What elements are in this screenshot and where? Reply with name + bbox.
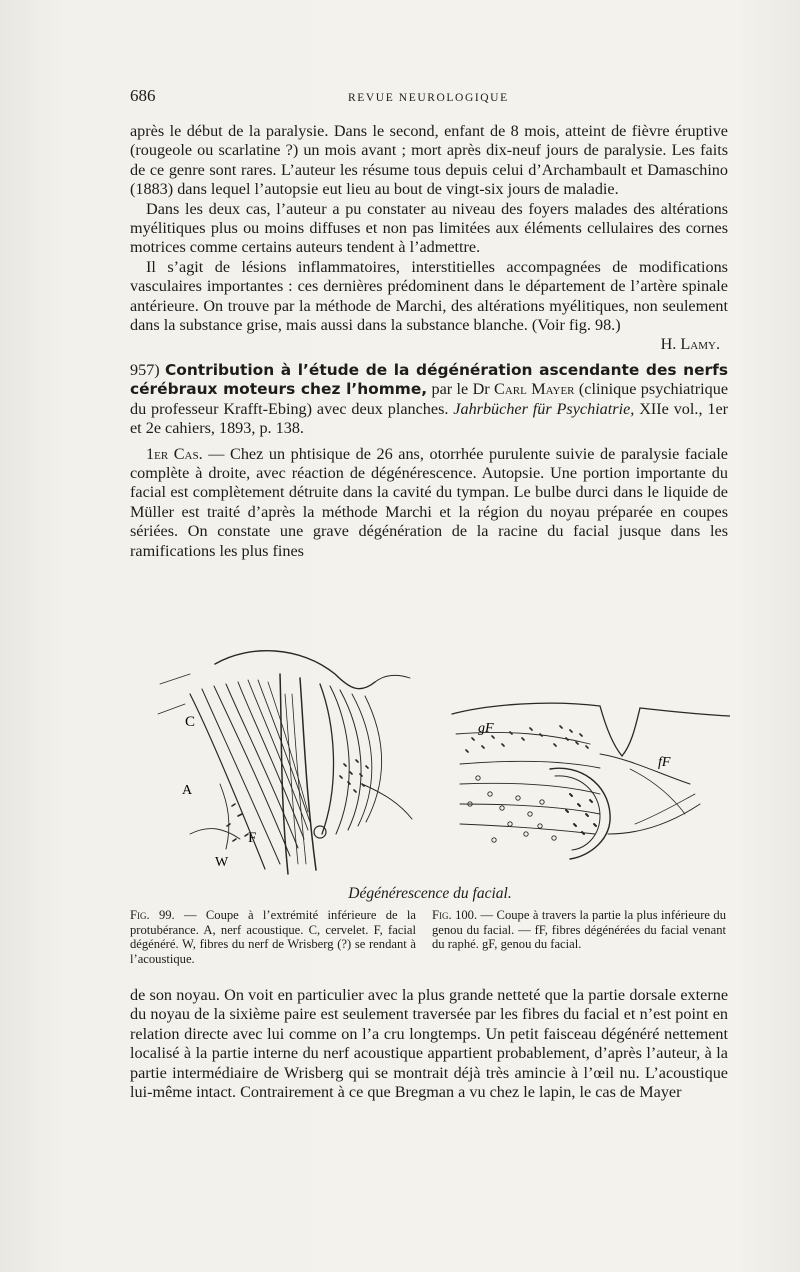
byline-rest: (clinique psychiatrique du professeur Krafft-Ebing) avec deux planches. — [130, 380, 729, 418]
figure-100-label: Fig. 100. — [432, 908, 478, 922]
figure-99-caption — [130, 908, 416, 966]
case-label: 1er Cas. — [146, 444, 203, 463]
figure-100-caption — [432, 908, 726, 952]
paragraph: Il s’agit de lésions inflammatoires, interstitielles accompagnées de modifications vasculaires importantes : ces dernières prédominent dans le département de l’artère spinale antérieure. On trouve par la méthode de Marchi, des altérations myélitiques, non seulement dans la substance grise, mais aussi dans la substance blanche. (Voir fig. 98.) — [130, 257, 728, 335]
page-number: 686 — [130, 86, 156, 105]
fig99-label-a: A — [182, 783, 193, 798]
figure-area — [130, 634, 730, 884]
running-head: REVUE NEUROLOGIQUE — [348, 92, 509, 104]
paragraph: Dans les deux cas, l’auteur a pu constater au niveau des foyers malades des altérations myélitiques plus ou moins diffuses et non pas limitées aux éléments cellulaires des cornes motrices comme certains auteurs tendent à l’admettre. — [130, 199, 728, 257]
text-block-top — [130, 122, 728, 561]
fig99-label-c: C — [185, 714, 196, 730]
paragraph: de son noyau. On voit en particulier avec la plus grande netteté que la partie dorsale externe du noyau de la sixième paire est seulement traversée par les fibres du facial et n’est point en relation directe avec lui comme on l’a cru longtemps. Un petit faisceau dégénéré nettement localisé à la partie interne du nerf acoustique appartient probablement, d’après l’auteur, à la partie intermédiaire de Wrisberg qui se montrait déjà très amincie à l’œil nu. L’acoustique lui-même intact. Contrairement à ce que Bregman a vu chez le lapin, le cas de Mayer — [130, 986, 728, 1102]
journal-name: Jahrbücher für Psychiatrie, — [453, 399, 635, 418]
fig100-label-ff: fF — [658, 755, 671, 770]
case-paragraph — [130, 445, 728, 561]
figure-99-label: Fig. 99. — [130, 908, 175, 922]
fig99-label-w: W — [215, 855, 229, 870]
figure-100-drawing — [452, 703, 730, 859]
article-title: Contribution à l’étude de la dégénération ascendante des nerfs cérébraux moteurs chez l’homme, — [130, 360, 729, 399]
fig99-label-f: F — [248, 830, 257, 846]
article-number: 957) — [130, 360, 160, 379]
author-name: Carl Mayer — [494, 380, 575, 399]
signature: H. Lamy. — [660, 335, 720, 354]
paragraph: après le début de la paralysie. Dans le second, enfant de 8 mois, atteint de fièvre éruptive (rougeole ou scarlatine ?) un mois avant ; mort après dix-neuf jours de paralysie. Les faits de ce genre sont rares. L’auteur les résume tous depuis celui d’Archambault et Damaschino (1883) dans lequel l’autopsie eut lieu au bout de vingt-six jours de maladie. — [130, 122, 728, 199]
figure-100-text: — Coupe à travers la partie la plus inférieure du genou du facial. — fF, fibres dégénérées du facial venant du raphé. gF, genou du facial. — [432, 908, 726, 952]
figure-caption-title: Dégénérescence du facial. — [348, 885, 512, 902]
figure-99-text: — Coupe à l’extrémité inférieure de la protubérance. A, nerf acoustique. C, cervelet. F, facial dégénéré. W, fibres du nerf de Wrisberg (?) se rendant à l’acoustique. — [130, 908, 416, 966]
figure-illustrations — [130, 634, 730, 884]
page-header — [130, 86, 730, 108]
article-heading — [130, 361, 728, 439]
fig100-label-gf: gF — [478, 721, 494, 736]
byline-prefix: par le Dr — [431, 380, 490, 399]
citation: XIIe vol., 1er et 2e cahiers, 1893, p. 138. — [130, 399, 729, 438]
figure-99-drawing — [158, 651, 412, 874]
text-block-bottom — [130, 986, 728, 1102]
case-text: — Chez un phtisique de 26 ans, otorrhée purulente suivie de paralysie faciale complète à droite, avec réaction de dégénérescence. Autopsie. Une portion importante du facial est complètement détruite dans la cavité du tympan. Le bulbe durci dans le liquide de Müller est traité d’après la méthode Marchi et la région du noyau préparée en coupes sériées. On constate une grave dégénération de la racine du facial jusque dans les ramifications les plus fines — [130, 444, 728, 560]
